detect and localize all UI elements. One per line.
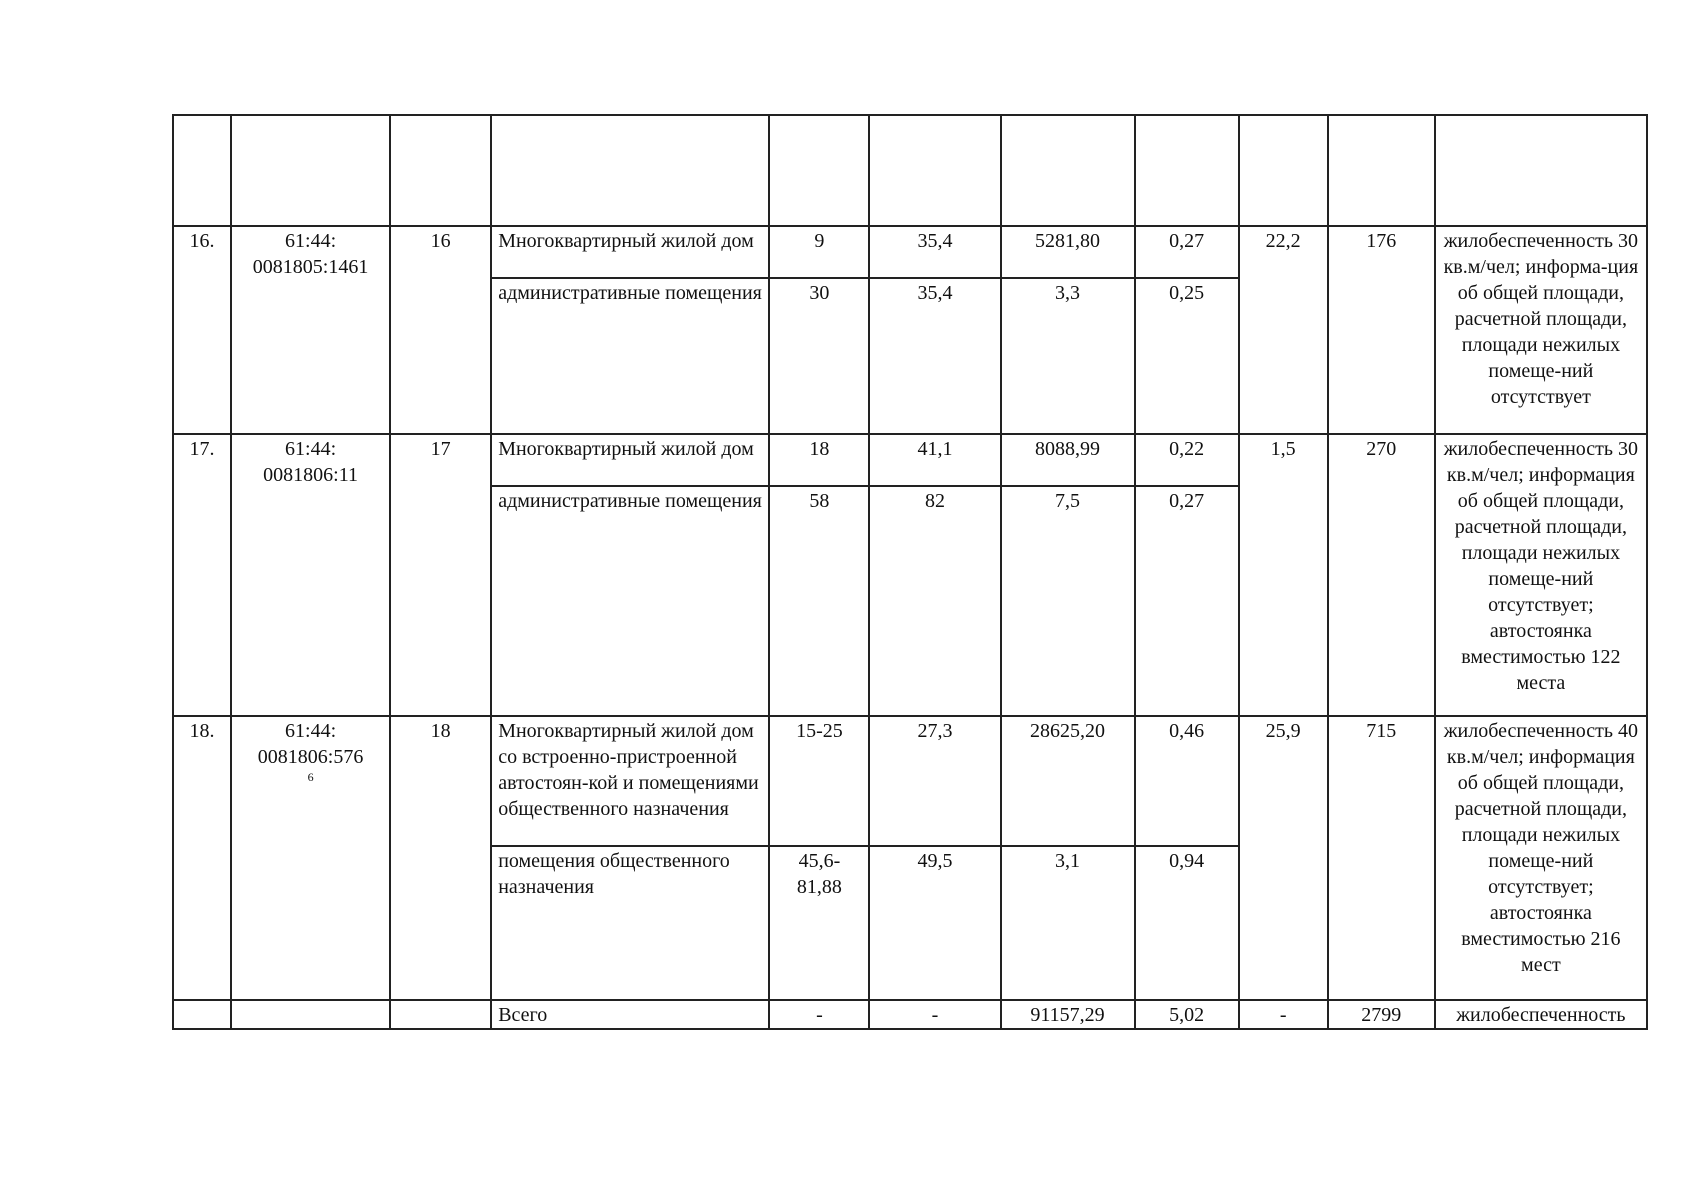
value-cell: - bbox=[869, 1000, 1000, 1029]
floors-cell: 45,6-81,88 bbox=[769, 846, 869, 1000]
area-cell: 7,5 bbox=[1001, 486, 1135, 716]
count-cell: 176 bbox=[1328, 226, 1435, 434]
blank-cell bbox=[491, 115, 769, 226]
value-cell: 41,1 bbox=[869, 434, 1000, 486]
blank-cell bbox=[390, 115, 491, 226]
object-name: Многоквартирный жилой дом bbox=[491, 434, 769, 486]
value-cell: 22,2 bbox=[1239, 226, 1328, 434]
ratio-cell: 0,46 bbox=[1135, 716, 1239, 846]
count-cell: 2799 bbox=[1328, 1000, 1435, 1029]
count-cell: 715 bbox=[1328, 716, 1435, 1000]
blank-cell bbox=[173, 1000, 231, 1029]
note-cell: жилобеспеченность 30 кв.м/чел; информа-ция об общей площади, расчетной площади, площади нежилых помеще-ний отсутствует bbox=[1435, 226, 1647, 434]
table-row bbox=[173, 716, 1647, 846]
value-cell: 1,5 bbox=[1239, 434, 1328, 716]
blank-cell bbox=[1135, 115, 1239, 226]
cadastral-number: 61:44: 0081806:576 6 bbox=[231, 716, 390, 1000]
value-cell: 25,9 bbox=[1239, 716, 1328, 1000]
floors-cell: 58 bbox=[769, 486, 869, 716]
ratio-cell: 5,02 bbox=[1135, 1000, 1239, 1029]
value-cell: 35,4 bbox=[869, 278, 1000, 434]
plot-number: 17 bbox=[390, 434, 491, 716]
object-name: административные помещения bbox=[491, 486, 769, 716]
object-name: Многоквартирный жилой дом со встроенно-пристроенной автостоян-кой и помещениями общественного назначения bbox=[491, 716, 769, 846]
area-cell: 3,3 bbox=[1001, 278, 1135, 434]
value-cell: 82 bbox=[869, 486, 1000, 716]
note-cell: жилобеспеченность 40 кв.м/чел; информация об общей площади, расчетной площади, площади нежилых помеще-ний отсутствует; автостоянка вместимостью 216 мест bbox=[1435, 716, 1647, 1000]
plot-number: 18 bbox=[390, 716, 491, 1000]
plot-number: 16 bbox=[390, 226, 491, 434]
row-number: 16. bbox=[173, 226, 231, 434]
ratio-cell: 0,25 bbox=[1135, 278, 1239, 434]
area-cell: 5281,80 bbox=[1001, 226, 1135, 278]
value-cell: 27,3 bbox=[869, 716, 1000, 846]
value-cell: - bbox=[1239, 1000, 1328, 1029]
floors-cell: 30 bbox=[769, 278, 869, 434]
row-number: 17. bbox=[173, 434, 231, 716]
object-name: Многоквартирный жилой дом bbox=[491, 226, 769, 278]
area-cell: 3,1 bbox=[1001, 846, 1135, 1000]
blank-cell bbox=[231, 1000, 390, 1029]
ratio-cell: 0,27 bbox=[1135, 226, 1239, 278]
value-cell: 49,5 bbox=[869, 846, 1000, 1000]
area-cell: 91157,29 bbox=[1001, 1000, 1135, 1029]
area-cell: 8088,99 bbox=[1001, 434, 1135, 486]
cadastral-number: 61:44: 0081806:11 bbox=[231, 434, 390, 716]
table-row bbox=[173, 226, 1647, 278]
cadastral-number: 61:44: 0081805:1461 bbox=[231, 226, 390, 434]
blank-cell bbox=[173, 115, 231, 226]
blank-cell bbox=[1239, 115, 1328, 226]
total-row bbox=[173, 1000, 1647, 1029]
ratio-cell: 0,94 bbox=[1135, 846, 1239, 1000]
header-blank-row bbox=[173, 115, 1647, 226]
object-name: помещения общественного назначения bbox=[491, 846, 769, 1000]
row-number: 18. bbox=[173, 716, 231, 1000]
blank-cell bbox=[231, 115, 390, 226]
floors-cell: 15-25 bbox=[769, 716, 869, 846]
count-cell: 270 bbox=[1328, 434, 1435, 716]
data-table bbox=[172, 114, 1648, 1030]
blank-cell bbox=[1435, 115, 1647, 226]
blank-cell bbox=[869, 115, 1000, 226]
blank-cell bbox=[769, 115, 869, 226]
ratio-cell: 0,27 bbox=[1135, 486, 1239, 716]
ratio-cell: 0,22 bbox=[1135, 434, 1239, 486]
cadastral-footnote: 6 bbox=[307, 770, 314, 784]
floors-cell: 9 bbox=[769, 226, 869, 278]
blank-cell bbox=[390, 1000, 491, 1029]
table-row bbox=[173, 434, 1647, 486]
blank-cell bbox=[1001, 115, 1135, 226]
value-cell: 35,4 bbox=[869, 226, 1000, 278]
total-label: Всего bbox=[491, 1000, 769, 1029]
floors-cell: 18 bbox=[769, 434, 869, 486]
note-cell: жилобеспеченность bbox=[1435, 1000, 1647, 1029]
floors-cell: - bbox=[769, 1000, 869, 1029]
blank-cell bbox=[1328, 115, 1435, 226]
note-cell: жилобеспеченность 30 кв.м/чел; информация об общей площади, расчетной площади, площади нежилых помеще-ний отсутствует; автостоянка вместимостью 122 места bbox=[1435, 434, 1647, 716]
object-name: административные помещения bbox=[491, 278, 769, 434]
area-cell: 28625,20 bbox=[1001, 716, 1135, 846]
